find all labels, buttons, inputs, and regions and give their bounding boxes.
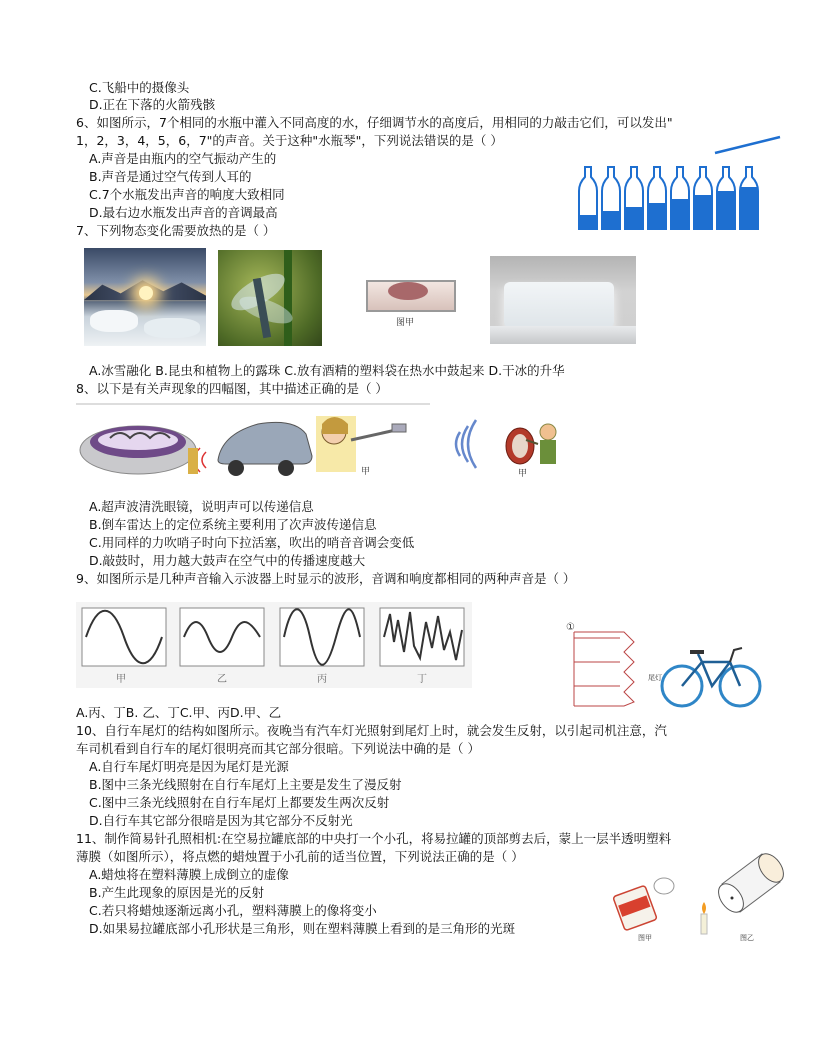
melting-ice-photo [84, 248, 206, 346]
q6-stem-line1: 6、如图所示，7个相同的水瓶中灌入不同高度的水，仔细调节水的高度后，用相同的力敲击它们，可以发出" [76, 115, 673, 130]
bottle-5 [671, 167, 689, 229]
bottle-4 [648, 167, 666, 229]
waveform-yi [180, 608, 264, 666]
bicycle-taillight-figure [560, 618, 765, 710]
q11-option-c: C.若只将蜡烛逐渐远离小孔，塑料薄膜上的像将变小 [89, 903, 377, 918]
bottle-2 [602, 167, 620, 229]
waveform-ding-label: 丁 [417, 674, 427, 685]
q9-stem: 9、如图所示是几种声音输入示波器上时显示的波形，音调和响度都相同的两种声音是（ ） [76, 571, 576, 586]
q11-option-a: A.蜡烛将在塑料薄膜上成倒立的虚像 [89, 867, 289, 882]
q11-stem-line2: 薄膜（如图所示），将点燃的蜡烛置于小孔前的适当位置，下列说法正确的是（ ） [76, 849, 524, 864]
q10-option-b: B.图中三条光线照射在自行车尾灯上主要是发生了漫反射 [89, 777, 402, 792]
taillight-label: 尾灯 [648, 674, 662, 682]
sound-phenomena-figure [76, 402, 436, 484]
bottle-6 [694, 167, 712, 229]
q10-stem-line2: 车司机看到自行车的尾灯很明亮而其它部分很暗。下列说法中确的是（ ） [76, 741, 480, 756]
candle-image [701, 902, 707, 934]
waveform-bing [280, 608, 364, 666]
q5-option-c: C.飞船中的摄像头 [89, 80, 190, 95]
dewdrop-dragonfly-photo [218, 250, 322, 346]
q9-options: A.丙、丁B. 乙、丁C.甲、丙D.甲、乙 [76, 705, 282, 720]
q10-stem-line1: 10、自行车尾灯的结构如图所示。夜晚当有汽车灯光照射到尾灯上时，就会发生反射，以引起司机注意，汽 [76, 723, 667, 738]
q5-option-d: D.正在下落的火箭残骸 [89, 97, 216, 112]
waveform-yi-label: 乙 [217, 674, 227, 685]
q7-options: A.冰雪融化 B.昆虫和植物上的露珠 C.放有酒精的塑料袋在热水中鼓起来 D.干冰的升华 [89, 363, 565, 378]
q6-option-d: D.最右边水瓶发出声音的音调最高 [89, 205, 278, 220]
q8-drum-caption: 甲 [518, 469, 528, 479]
whistle-girl-image [316, 416, 406, 472]
water-bottles-figure [575, 135, 785, 235]
bottle-3 [625, 167, 643, 229]
q11-option-d: D.如果易拉罐底部小孔形状是三角形，则在塑料薄膜上看到的是三角形的光斑 [89, 921, 516, 936]
q8-option-a: A.超声波清洗眼镜，说明声可以传递信息 [89, 499, 314, 514]
q6-option-c: C.7个水瓶发出声音的响度大致相同 [89, 187, 285, 202]
soda-can-image [613, 878, 674, 931]
q11-figure-caption-2: 图乙 [740, 934, 754, 942]
q8-stem: 8、以下是有关声现象的四幅图，其中描述正确的是（ ） [76, 381, 388, 396]
q6-stem-line2: 1，2，3，4，5，6，7"的声音。关于这种"水瓶琴"，下列说法错误的是（ ） [76, 133, 503, 148]
bottle-1 [579, 167, 597, 229]
drum-figure [440, 402, 570, 484]
q10-option-c: C.图中三条光线照射在自行车尾灯上都要发生两次反射 [89, 795, 390, 810]
bottle-8 [740, 167, 758, 229]
q6-option-a: A.声音是由瓶内的空气振动产生的 [89, 151, 277, 166]
q11-figure-caption-1: 图甲 [638, 934, 652, 942]
alcohol-bag-photo [362, 274, 458, 332]
waveform-jia [82, 608, 166, 666]
q8-whistle-caption: 甲 [361, 467, 371, 477]
q8-option-b: B.倒车雷达上的定位系统主要利用了次声波传递信息 [89, 517, 377, 532]
waveform-bing-label: 丙 [317, 674, 327, 685]
pinhole-can-image [714, 849, 788, 917]
q10-option-a: A.自行车尾灯明亮是因为尾灯是光源 [89, 759, 289, 774]
q7-stem: 7、下列物态变化需要放热的是（ ） [76, 223, 276, 238]
bottle-7 [717, 167, 735, 229]
taillight-diagram [574, 632, 634, 706]
q11-stem-line1: 11、制作简易针孔照相机:在空易拉罐底部的中央打一个小孔，将易拉罐的顶部剪去后，蒙上一层半透明塑料 [76, 831, 672, 846]
ray-label-1: ① [566, 622, 575, 633]
oscilloscope-waveforms-figure [76, 602, 472, 688]
q7-figure-caption: 图甲 [396, 318, 415, 328]
q8-option-c: C.用同样的力吹哨子时向下拉活塞，吹出的哨音音调会变低 [89, 535, 415, 550]
waveform-ding [380, 608, 464, 666]
q8-option-d: D.敲鼓时，用力越大鼓声在空气中的传播速度越大 [89, 553, 366, 568]
car-reversing-image [188, 422, 312, 476]
pinhole-camera-figure [612, 846, 788, 946]
q6-option-b: B.声音是通过空气传到人耳的 [89, 169, 252, 184]
bicycle-image [662, 648, 760, 706]
ultrasonic-cleaner-image [80, 426, 196, 474]
q10-option-d: D.自行车其它部分很暗是因为其它部分不反射光 [89, 813, 353, 828]
q11-option-b: B.产生此现象的原因是光的反射 [89, 885, 265, 900]
dry-ice-photo [490, 256, 636, 344]
waveform-jia-label: 甲 [116, 674, 126, 685]
striking-stick [715, 137, 780, 153]
